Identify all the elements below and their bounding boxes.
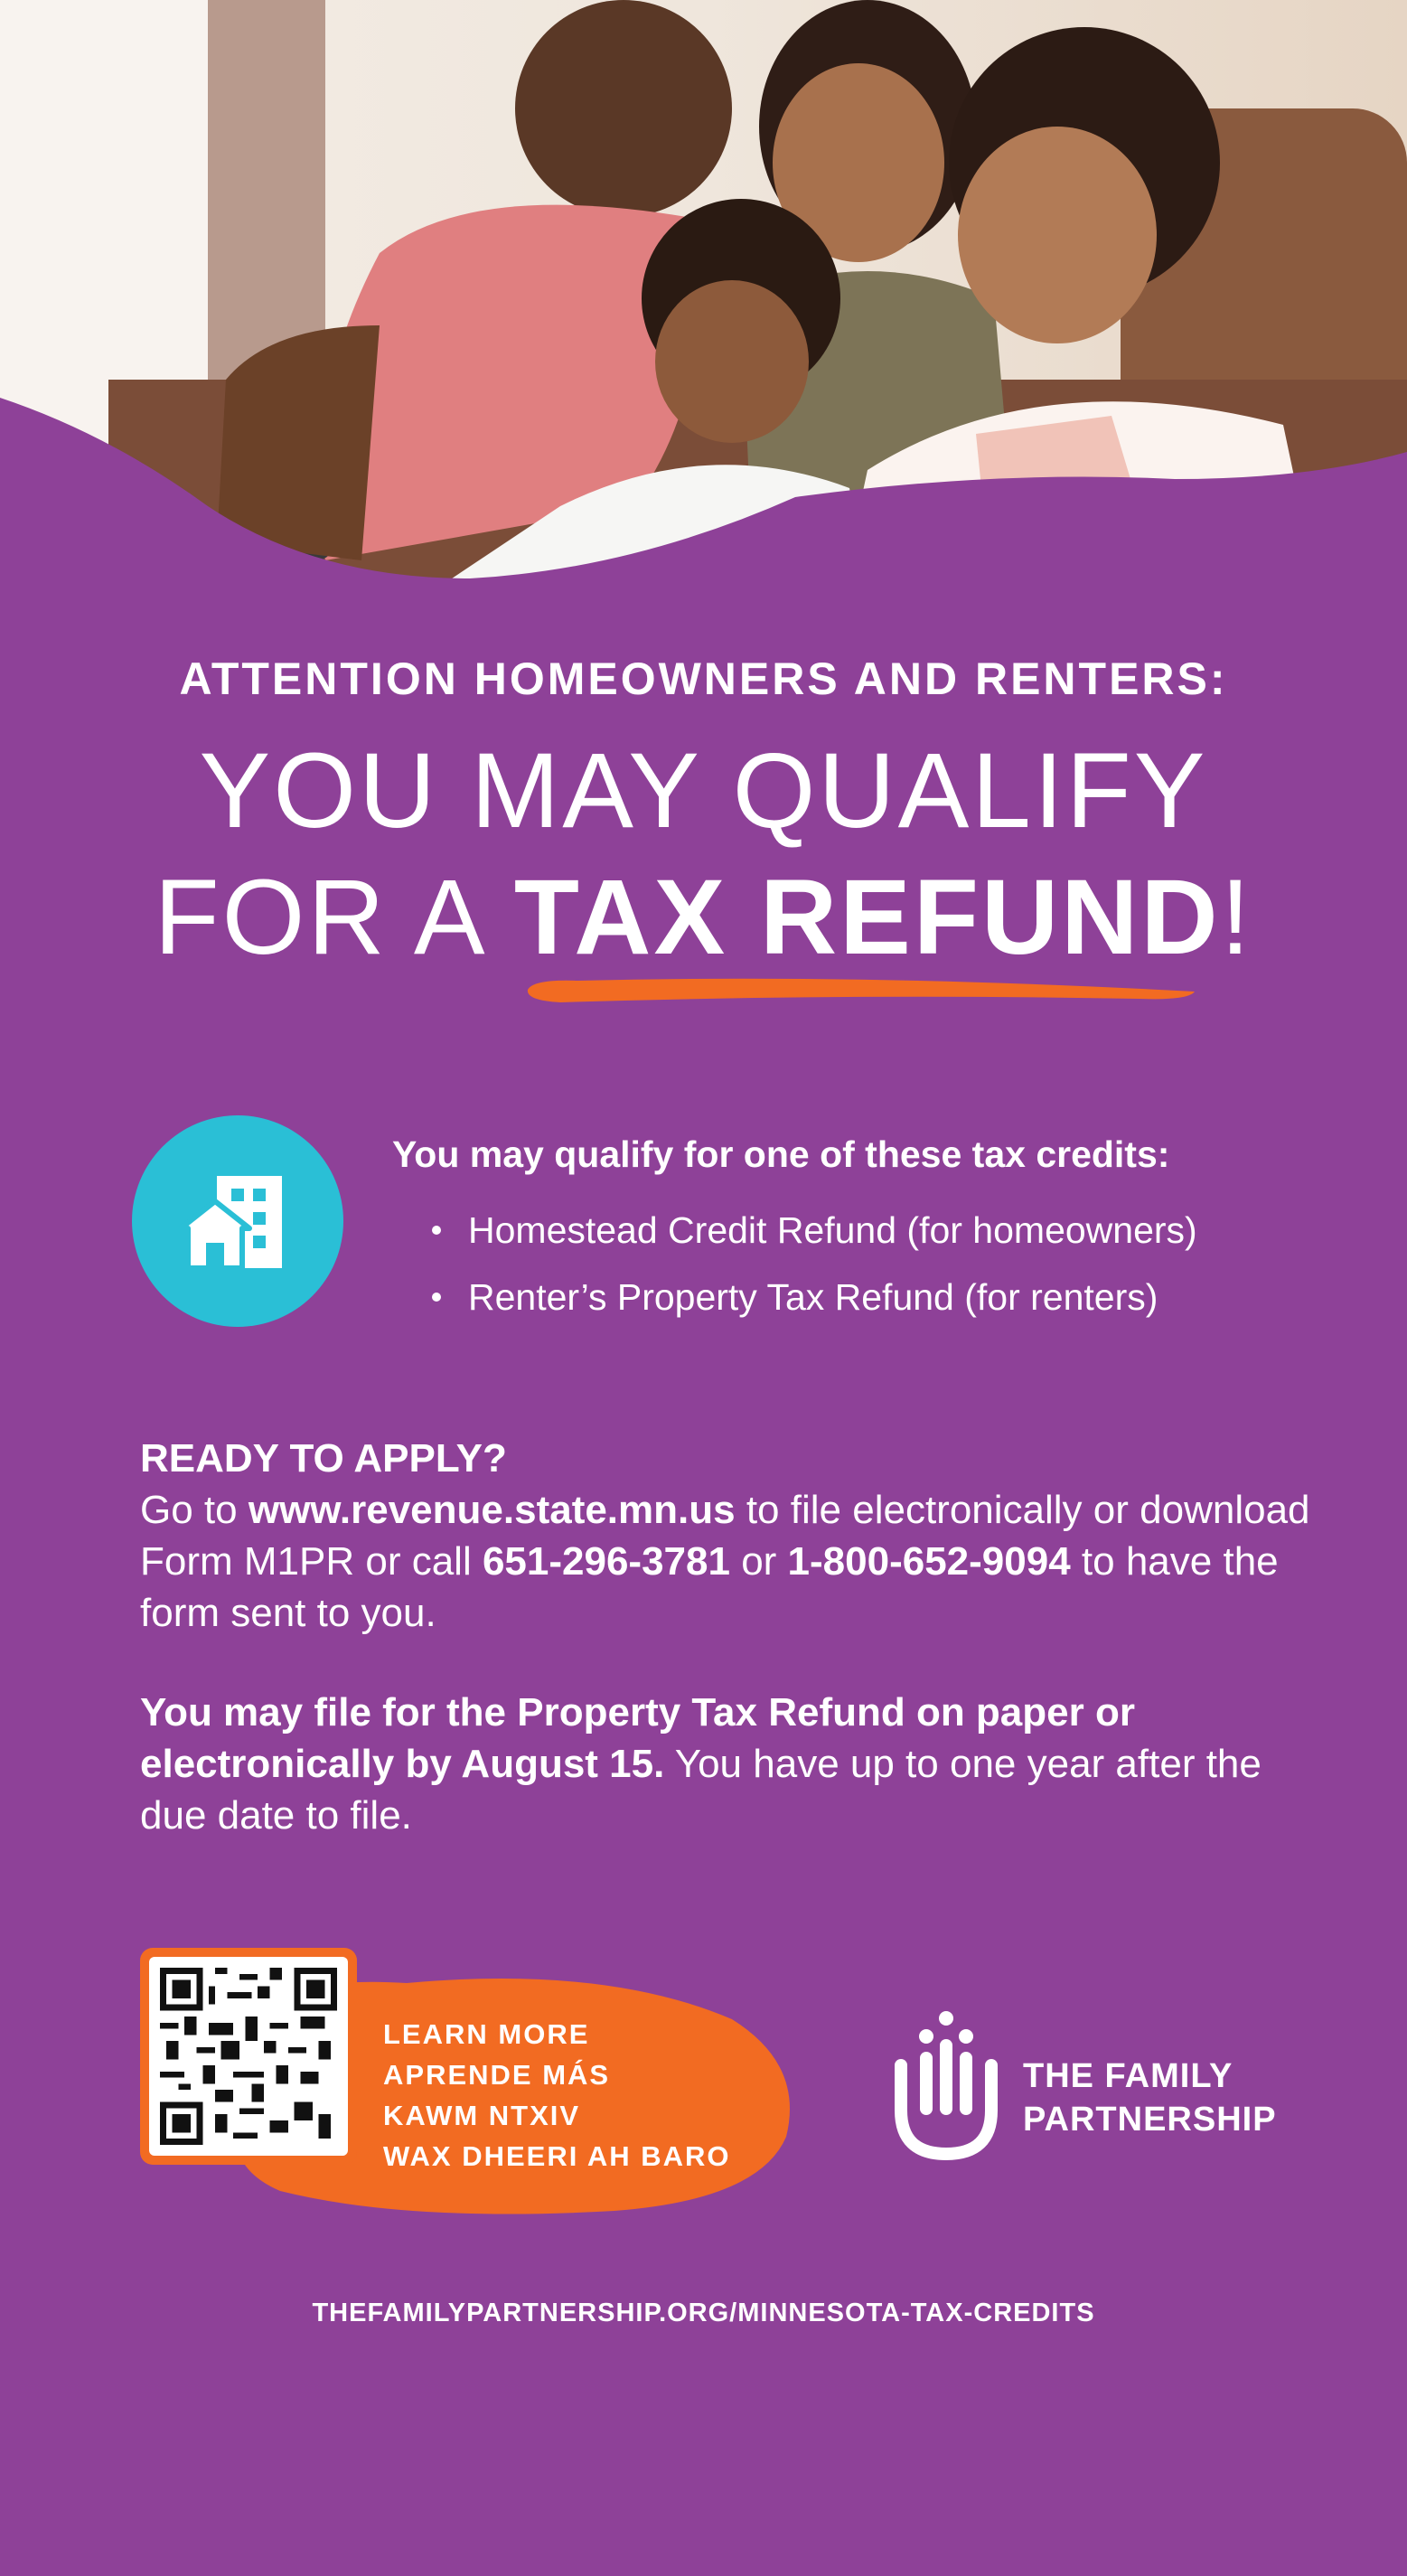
qr-code-image <box>149 1957 348 2156</box>
attention-heading: ATTENTION HOMEOWNERS AND RENTERS: <box>179 653 1228 704</box>
headline-line-1: YOU MAY QUALIFY <box>199 731 1208 851</box>
orange-underline <box>524 972 1202 1008</box>
credits-intro: You may qualify for one of these tax credits: <box>392 1133 1170 1175</box>
raised-hand-icon <box>890 2002 1008 2165</box>
apply-instructions <box>140 1433 1315 1639</box>
deadline-bold: You may file for the Property Tax Refund on paper or electronically by August 15. <box>140 1690 1135 1786</box>
footer-url[interactable]: THEFAMILYPARTNERSHIP.ORG/MINNESOTA-TAX-CREDITS <box>312 2299 1095 2327</box>
logo-text <box>1023 2054 1277 2141</box>
deadline-rest: You have up to one year after the due date to file. <box>140 1742 1262 1838</box>
apply-text-4: to have the form sent to you. <box>140 1539 1279 1635</box>
apply-text <box>140 1484 1315 1639</box>
qr-code[interactable] <box>140 1948 357 2165</box>
headline-line-2 <box>0 859 1407 976</box>
deadline-text <box>140 1687 1315 1841</box>
learn-more-es: APRENDE MÁS <box>383 2059 611 2091</box>
learn-more-text <box>383 2014 730 2176</box>
logo-line-2: PARTNERSHIP <box>1023 2101 1277 2139</box>
headline-exclamation: ! <box>1220 858 1253 977</box>
bullet-icon <box>432 1293 441 1302</box>
phone-2[interactable]: 1-800-652-9094 <box>787 1539 1071 1584</box>
credit-list <box>425 1197 1197 1330</box>
bullet-icon <box>432 1226 441 1235</box>
list-item <box>425 1264 1197 1330</box>
headline-tax-refund: TAX REFUND <box>513 858 1221 977</box>
list-item <box>425 1197 1197 1264</box>
apply-text-2: to file electronically or download Form M1PR or call <box>140 1488 1310 1584</box>
headline-prefix: FOR A <box>154 858 514 977</box>
phone-1[interactable]: 651-296-3781 <box>482 1539 730 1584</box>
learn-more-so: WAX DHEERI AH BARO <box>383 2140 731 2172</box>
learn-more-en: LEARN MORE <box>383 2018 590 2050</box>
website-link[interactable]: www.revenue.state.mn.us <box>248 1488 736 1532</box>
ready-title: READY TO APPLY? <box>140 1436 507 1481</box>
credit-renter: Renter’s Property Tax Refund (for renters) <box>468 1276 1158 1318</box>
learn-more-hmn: KAWM NTXIV <box>383 2100 581 2131</box>
house-building-icon <box>132 1115 343 1327</box>
credit-homestead: Homestead Credit Refund (for homeowners) <box>468 1209 1197 1251</box>
apply-text-3: or <box>729 1539 788 1584</box>
purple-wave <box>0 343 1407 615</box>
logo-line-1: THE FAMILY <box>1023 2057 1233 2095</box>
apply-text-1: Go to <box>140 1488 249 1532</box>
